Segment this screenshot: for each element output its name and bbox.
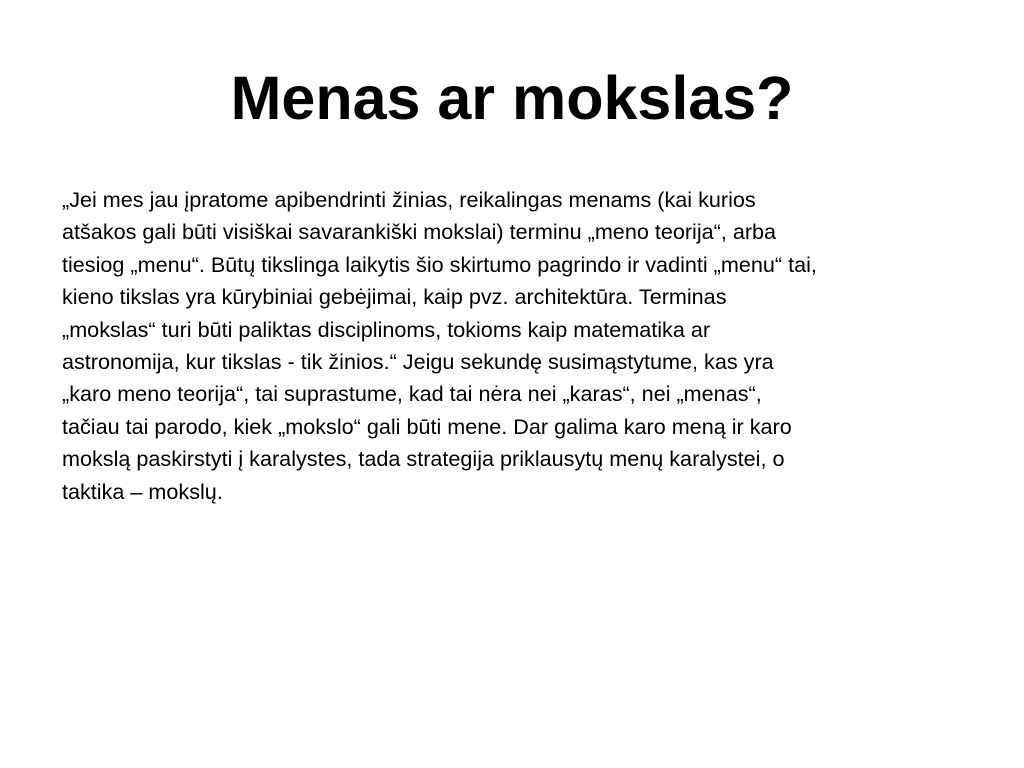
slide-body-text	[62, 184, 1002, 508]
body-line: kieno tikslas yra kūrybiniai gebėjimai, kaip pvz. architektūra. Terminas	[62, 284, 727, 310]
body-line: „karo meno teorija“, tai suprastume, kad tai nėra nei „karas“, nei „menas“,	[62, 381, 762, 407]
body-line: tačiau tai parodo, kiek „mokslo“ gali būti mene. Dar galima karo meną ir karo	[62, 413, 792, 439]
body-line: astronomija, kur tikslas - tik žinios.“ Jeigu sekundę susimąstytume, kas yra	[62, 349, 774, 375]
body-line: „mokslas“ turi būti paliktas disciplinoms, tokioms kaip matematika ar	[62, 316, 711, 342]
body-line: atšakos gali būti visiškai savarankiški mokslai) terminu „meno teorija“, arba	[62, 219, 777, 245]
body-line: mokslą paskirstyti į karalystes, tada strategija priklausytų menų karalystei, o	[62, 446, 785, 472]
body-line: tiesiog „menu“. Būtų tikslinga laikytis šio skirtumo pagrindo ir vadinti „menu“ tai,	[62, 251, 817, 277]
body-line: taktika – mokslų.	[62, 478, 223, 504]
body-line: „Jei mes jau įpratome apibendrinti žinias, reikalingas menams (kai kurios	[62, 187, 756, 212]
slide-title: Menas ar mokslas?	[230, 64, 794, 132]
